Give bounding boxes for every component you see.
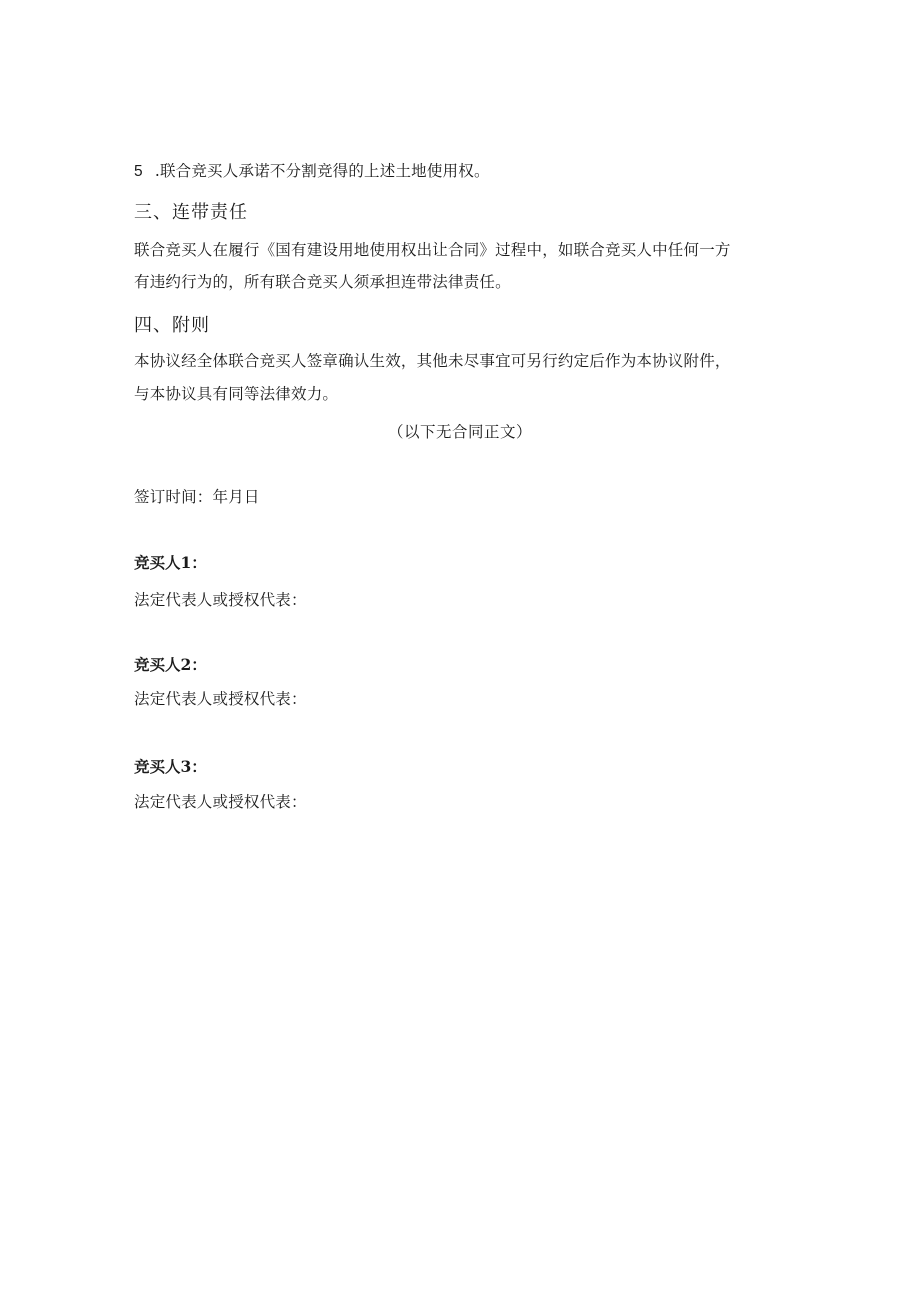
section-4-heading: 四、附则 [134,315,210,336]
clause-5-number: 5 [134,163,143,180]
bidder-1-label: 竞买人1： [134,553,207,572]
signing-date: 签订时间：年月日 [134,488,260,506]
section-3-paragraph-line-2: 有违约行为的，所有联合竞买人须承担连带法律责任。 [134,273,511,291]
bidder-3-representative: 法定代表人或授权代表： [134,793,307,811]
section-4-paragraph-line-2: 与本协议具有同等法律效力。 [134,385,339,403]
end-of-contract-note: （以下无合同正文） [387,423,532,441]
clause-5 [134,161,490,182]
bidder-2-representative: 法定代表人或授权代表： [134,690,307,708]
section-4-paragraph-line-1: 本协议经全体联合竞买人签章确认生效，其他未尽事宜可另行约定后作为本协议附件， [134,352,731,370]
bidder-3-label: 竞买人3： [134,757,207,776]
section-3-heading: 三、连带责任 [134,202,248,223]
clause-5-text: .联合竞买人承诺不分割竞得的上述土地使用权。 [154,162,490,180]
bidder-1-representative: 法定代表人或授权代表： [134,591,307,609]
bidder-2-label: 竞买人2： [134,655,207,674]
section-3-paragraph-line-1: 联合竞买人在履行《国有建设用地使用权出让合同》过程中，如联合竞买人中任何一方 [134,241,731,259]
